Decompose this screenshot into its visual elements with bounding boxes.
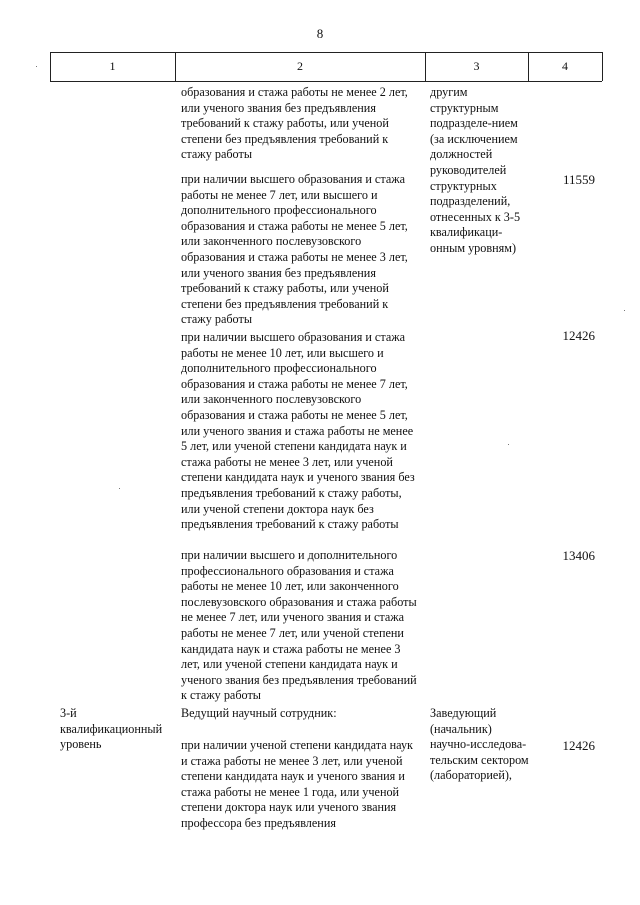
- block5-salary: 12426: [562, 738, 595, 753]
- header-col-1: 1: [109, 59, 116, 73]
- table-border-right: [602, 52, 603, 81]
- header-col-4: 4: [562, 59, 568, 73]
- block3-requirements: при наличии высшего образования и стажа работы не менее 10 лет, или высшего и дополнительного профессионального образования и стажа работы не менее 7 лет, или законченного послевузовского образования и стажа работы не менее 5 лет, или ученого звания и стажа работы не менее 5 лет, или ученой степени кандидата наук и стажа работы не менее 3 лет, или ученой степени кандидата наук и ученого звания без предъявления требований к стажу работы, или ученой степени доктора наук без предъявления требований к стажу работы: [181, 330, 415, 532]
- block3-salary: 12426: [562, 328, 595, 343]
- block2-salary: 11559: [562, 172, 595, 187]
- block4-salary: 13406: [562, 548, 595, 563]
- scan-speck: [508, 444, 509, 445]
- block5-position-col3: Заведующий (начальник) научно-исследова-тельским сектором (лабораторией),: [430, 706, 529, 783]
- header-col-3: 3: [473, 59, 480, 73]
- block5-requirements: при наличии ученой степени кандидата наук и стажа работы не менее 3 лет, или ученой степени кандидата наук и ученого звания и стажа работы не менее 1 года, или ученой степени доктора наук или ученого звания профессора без предъявления: [181, 738, 413, 830]
- block5-position-title: Ведущий научный сотрудник:: [181, 706, 337, 720]
- qualification-level: 3-й квалификационный уровень: [60, 706, 163, 752]
- block4-requirements: при наличии высшего и дополнительного профессионального образования и стажа работы не менее 10 лет, или законченного послевузовского образования и стажа работы не менее 7 лет, или ученого звания и стажа работы не менее 7 лет, или ученой степени кандидата наук и стажа работы не менее 3 лет, или ученой степени кандидата наук и ученого звания без предъявления требований к стажу работы: [181, 548, 417, 703]
- header-col-2: 2: [297, 59, 303, 73]
- scan-speck: [36, 66, 37, 67]
- scan-speck: [119, 488, 120, 489]
- position-title-continued: другим структурным подразделе-нием (за исключением должностей руководителей структурных подразделений, отнесенных к 3-5 квалификаци-онным уровням): [430, 85, 521, 255]
- block2-requirements: при наличии высшего образования и стажа работы не менее 7 лет, или высшего и дополнительного профессионального образования и стажа работы не менее 5 лет, или законченного послевузовского образования и стажа работы не менее 3 лет, или ученого звания без предъявления требований к стажу работы, или ученой степени без предъявления требований к стажу работы: [181, 172, 408, 327]
- scan-speck: [624, 310, 625, 311]
- block1-requirements: образования и стажа работы не менее 2 лет, или ученого звания без предъявления требований к стажу работы, или ученой степени без предъявления требований к стажу работы: [181, 85, 408, 162]
- page-number: 8: [316, 26, 324, 41]
